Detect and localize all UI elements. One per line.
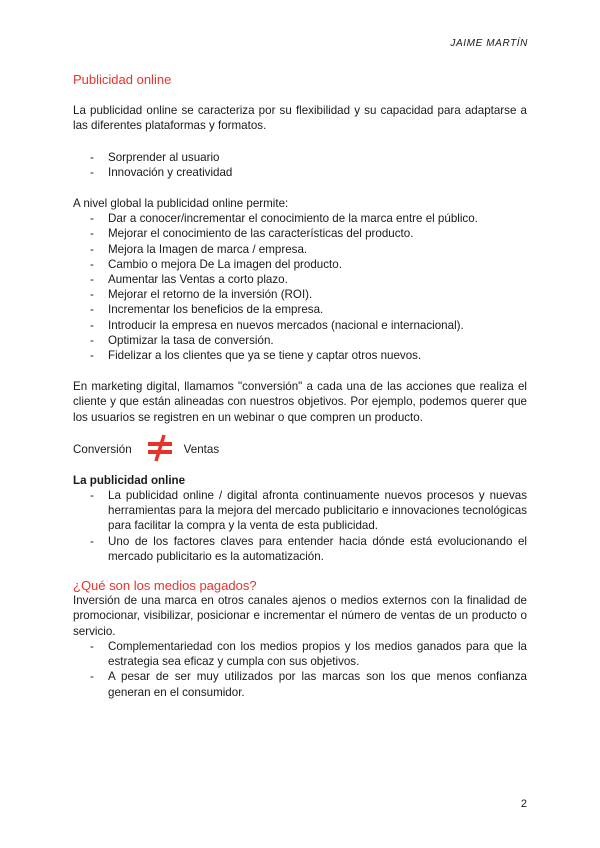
online-advertising-list: [73, 488, 527, 564]
section-title-publicidad-online: Publicidad online: [73, 72, 172, 87]
list-item: - Mejorar el conocimiento de las características del producto.: [73, 226, 527, 241]
paid-media-list: [73, 639, 527, 700]
list-item: - La publicidad online / digital afronta continuamente nuevos procesos y nuevas herramientas para la mejora del mercado publicitario e innovaciones tecnológicas para facilitar la compra y la venta de esta publicidad.: [73, 488, 527, 534]
list-item: - Dar a conocer/incrementar el conocimiento de la marca entre el público.: [73, 211, 527, 226]
intro-paragraph: La publicidad online se caracteriza por su flexibilidad y su capacidad para adaptarse a las diferentes plataformas y formatos.: [73, 104, 527, 133]
list-item: - Uno de los factores claves para entender hacia dónde está evolucionando el mercado publicitario es la automatización.: [73, 534, 527, 564]
list-item: - Fidelizar a los clientes que ya se tiene y captar otros nuevos.: [73, 348, 527, 363]
features-list: [73, 150, 527, 180]
page-content: [73, 72, 527, 700]
conversion-vs-sales: [73, 435, 527, 465]
list-item: - Innovación y creatividad: [73, 165, 527, 180]
list-item: - Introducir la empresa en nuevos mercados (nacional e internacional).: [73, 318, 527, 333]
global-benefits-list: [73, 211, 527, 363]
list-item: - A pesar de ser muy utilizados por las marcas son los que menos confianza generan en el consumidor.: [73, 669, 527, 699]
conversion-paragraph: En marketing digital, llamamos "conversión" a cada una de las acciones que realiza el cliente y que están alineadas con nuestros objetivos. Por ejemplo, podemos querer que los usuarios se registren en un webinar o que compren un producto.: [73, 380, 527, 424]
section-title-la-publicidad-online: La publicidad online: [73, 473, 186, 487]
list-item: - Complementariedad con los medios propios y los medios ganados para que la estrategia sea eficaz y cumpla con sus objetivos.: [73, 639, 527, 669]
list-item: - Mejorar el retorno de la inversión (ROI).: [73, 287, 527, 302]
header-author: JAIME MARTÍN: [450, 38, 528, 49]
list-item: - Sorprender al usuario: [73, 150, 527, 165]
section-title-medios-pagados: ¿Qué son los medios pagados?: [73, 578, 257, 594]
list-item: - Mejora la Imagen de marca / empresa.: [73, 242, 527, 257]
list-item: - Optimizar la tasa de conversión.: [73, 333, 527, 348]
paid-media-intro: Inversión de una marca en otros canales ajenos o medios externos con la finalidad de promocionar, visibilizar, posicionar e incrementar el número de ventas de un producto o servicio.: [73, 594, 527, 638]
list-item: - Cambio o mejora De La imagen del producto.: [73, 257, 527, 272]
list-item: - Incrementar los beneficios de la empresa.: [73, 302, 527, 317]
sales-label: Ventas: [183, 443, 220, 457]
page-number: 2: [520, 798, 527, 810]
not-equal-icon: [146, 433, 174, 467]
conversion-label: Conversión: [73, 443, 132, 457]
global-intro: A nivel global la publicidad online permite:: [73, 197, 289, 211]
list-item: - Aumentar las Ventas a corto plazo.: [73, 272, 527, 287]
